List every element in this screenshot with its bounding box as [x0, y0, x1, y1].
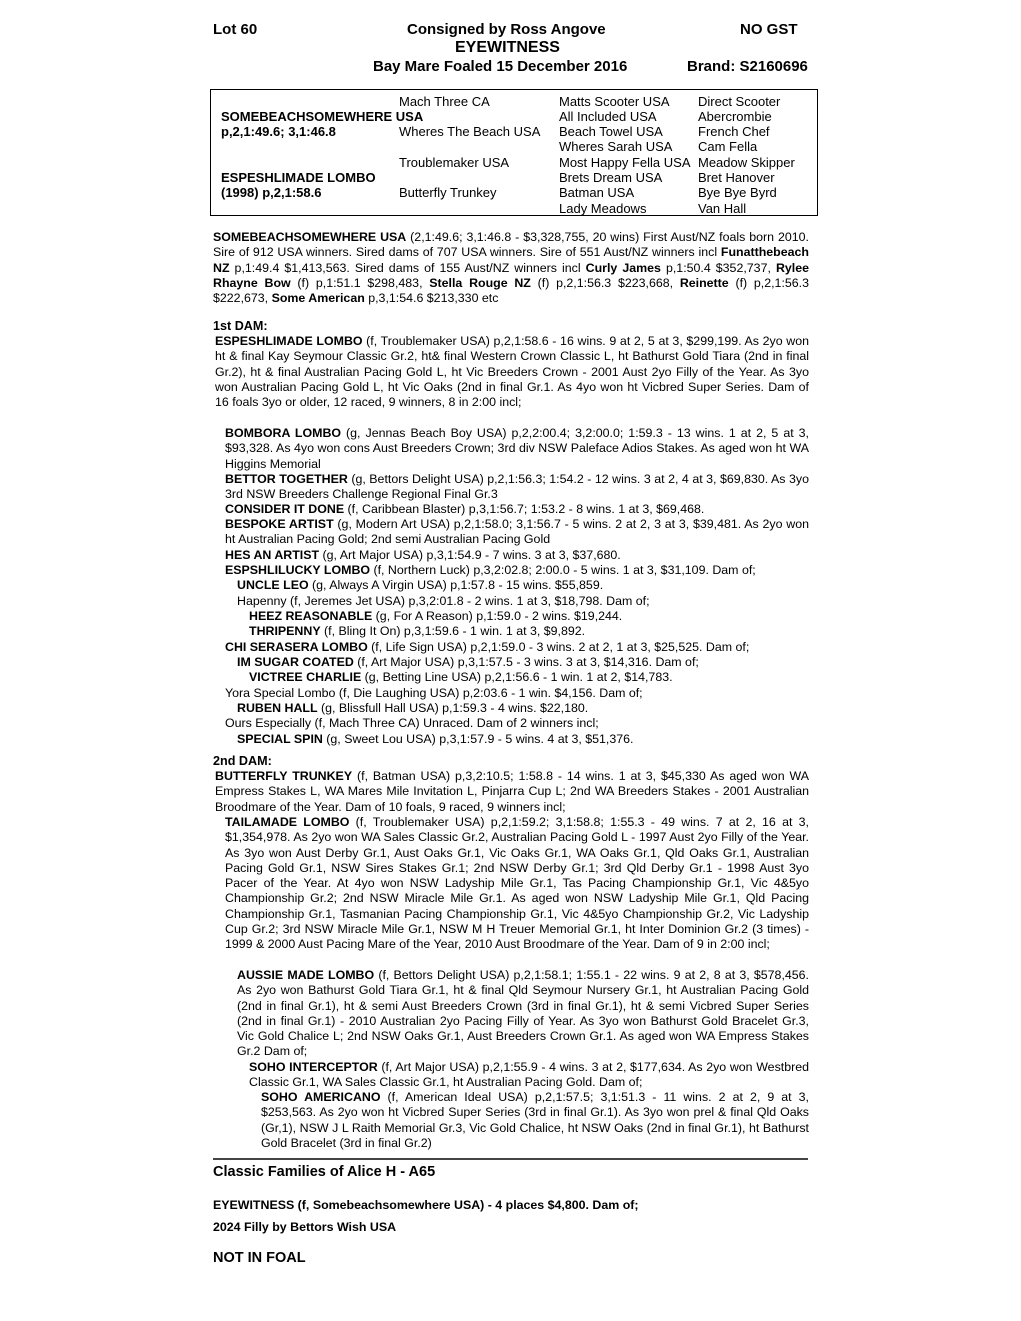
pedigree-sire: SOMEBEACHSOMEWHERE USA: [221, 109, 424, 124]
progeny-entry: THRIPENNY (f, Bling It On) p,3,1:59.6 - 1 win. 1 at 3, $9,892.: [249, 624, 586, 638]
divider: [213, 1158, 808, 1160]
pedigree-gen3: Lady Meadows: [559, 201, 647, 216]
progeny-entry: BESPOKE ARTIST (g, Modern Art USA) p,2,1:58.0; 3,1:56.7 - 5 wins. 2 at 2, 3 at 3, $39,481. As 2yo won ht Australian Pacing Gold; 2nd semi Australian Pacing Gold: [225, 517, 809, 547]
pedigree-dam: ESPESHLIMADE LOMBO: [221, 170, 376, 185]
foal-status: NOT IN FOAL: [213, 1250, 306, 1266]
pedigree-gen2: Troublemaker USA: [399, 155, 510, 170]
pedigree-sire-record: p,2,1:49.6; 3,1:46.8: [221, 124, 336, 139]
dam-entry: ESPESHLIMADE LOMBO (f, Troublemaker USA) p,2,1:58.6 - 16 wins. 9 at 2, 5 at 3, $299,199. As 2yo won ht & final Kay Seymour Classic Gr.2, ht& final Western Crown Classic L, ht Bathurst Gold Tiara (2nd in final Gr.2), ht & final Australian Pacing Gold L, ht Vic Breeders Crown - 2001 Aust 2yo Filly of the Year. As 3yo won Australian Pacing Gold L, ht Vic Oaks (2nd in final Gr.1. As 4yo won ht Vicbred Super Series. Dam of 16 foals 3yo or older, 12 raced, 9 winners, 8 in 2:00 incl;: [215, 334, 809, 410]
progeny-entry: SOHO AMERICANO (f, American Ideal USA) p,2,1:57.5; 3,1:51.3 - 11 wins. 2 at 2, 9 at 3, $253,563. As 2yo won ht Vicbred Super Series (3rd in final Gr.1). As 3yo won prel & final Qld Oaks (Gr,1), NSW J L Raith Memorial Gr.3, Vic Gold Chalice, ht NSW Oaks (2nd in final Gr.1), ht Bathurst Gold Bracelet (3rd in final Gr.2): [261, 1090, 809, 1150]
lot-number: Lot 60: [213, 21, 258, 38]
dam-entry: BUTTERFLY TRUNKEY (f, Batman USA) p,3,2:10.5; 1:58.8 - 14 wins. 1 at 3, $45,330 As aged won WA Empress Stakes L, WA Mares Mile Invitation L, Pinjarra Cup L; 2nd WA Breeders Stakes - 2001 Australian Broodmare of the Year. Dam of 10 foals, 9 raced, 9 winners incl;: [215, 769, 809, 814]
pedigree-gen3: Brets Dream USA: [559, 170, 663, 185]
progeny-entry: SOHO INTERCEPTOR (f, Art Major USA) p,2,1:55.9 - 4 wins. 3 at 2, $177,634. As 2yo won Westbred Classic Gr.1, WA Sales Classic Gr.1, ht Australian Pacing Gold. Dam of;: [249, 1060, 810, 1090]
pedigree-gen3: Wheres Sarah USA: [559, 139, 673, 154]
progeny-entry: Yora Special Lombo (f, Die Laughing USA) p,2:03.6 - 1 win. $4,156. Dam of;: [225, 686, 643, 700]
progeny-entry: Hapenny (f, Jeremes Jet USA) p,3,2:01.8 - 2 wins. 1 at 3, $18,798. Dam of;: [237, 594, 650, 608]
progeny-entry: CHI SERASERA LOMBO (f, Life Sign USA) p,2,1:59.0 - 3 wins. 2 at 2, 1 at 3, $25,525. Dam of;: [225, 640, 750, 654]
gst-status: NO GST: [740, 21, 798, 38]
pedigree-gen3: All Included USA: [559, 109, 657, 124]
pedigree-gen4: Direct Scooter: [698, 94, 781, 109]
second-dam-heading: 2nd DAM:: [213, 754, 272, 768]
pedigree-gen2: Mach Three CA: [399, 94, 490, 109]
pedigree-dam-record: (1998) p,2,1:58.6: [221, 185, 322, 200]
progeny-entry: UNCLE LEO (g, Always A Virgin USA) p,1:57.8 - 15 wins. $55,859.: [237, 578, 604, 592]
progeny-entry: SPECIAL SPIN (g, Sweet Lou USA) p,3,1:57.9 - 5 wins. 4 at 3, $51,376.: [237, 732, 634, 746]
pedigree-gen3: Batman USA: [559, 185, 635, 200]
progeny-entry: ESPSHLILUCKY LOMBO (f, Northern Luck) p,3,2:02.8; 2:00.0 - 5 wins. 1 at 3, $31,109. Dam of;: [225, 563, 756, 577]
horse-description: Bay Mare Foaled 15 December 2016: [373, 58, 628, 75]
horse-name: EYEWITNESS: [455, 39, 560, 56]
pedigree-gen3: Most Happy Fella USA: [559, 155, 691, 170]
progeny-entry: BOMBORA LOMBO (g, Jennas Beach Boy USA) p,2,2:00.4; 3,2:00.0; 1:59.3 - 13 wins. 1 at 2, 5 at 3, $93,328. As 4yo won cons Aust Breeders Crown; 3rd div NSW Paleface Adios Stakes. As aged won ht WA Higgins Memorial: [225, 426, 809, 471]
brand: Brand: S2160696: [687, 58, 808, 75]
pedigree-gen4: Cam Fella: [698, 139, 758, 154]
progeny-entry: AUSSIE MADE LOMBO (f, Bettors Delight USA) p,2,1:58.1; 1:55.1 - 22 wins. 9 at 2, 8 at 3, $578,456. As 2yo won Bathurst Gold Tiara Gr.1, ht & final Qld Seymour Nursery Gr.1, ht Australian Pacing Gold (2nd in final Gr.1), ht & semi Aust Breeders Crown (3rd in final Gr.1), ht & semi Vicbred Super Series (2nd in final Gr.1) - 2010 Australian 2yo Pacing Filly of Year. As 3yo won Bathurst Gold Bracelet Gr.3, Vic Gold Chalice L; 2nd NSW Oaks Gr.1, Aust Breeders Crown Gr.1. As aged won WA Empress Stakes Gr.2 Dam of;: [237, 968, 810, 1059]
progeny-entry: CONSIDER IT DONE (f, Caribbean Blaster) p,3,1:56.7; 1:53.2 - 8 wins. 1 at 3, $69,468.: [225, 502, 705, 516]
consignor: Consigned by Ross Angove: [407, 21, 606, 38]
progeny-entry: HEEZ REASONABLE (g, For A Reason) p,1:59.0 - 2 wins. $19,244.: [249, 609, 623, 623]
progeny-entry: TAILAMADE LOMBO (f, Troublemaker USA) p,2,1:59.2; 3,1:58.8; 1:55.3 - 49 wins. 7 at 2, 16 at 3, $1,354,978. As 2yo won WA Sales Classic Gr.2, Australian Pacing Gold L - 1997 Aust 2yo Filly of the Year. As 3yo won Aust Derby Gr.1, Aust Oaks Gr.1, Vic Oaks Gr.1, WA Oaks Gr.1, Qld Oaks Gr.1, Australian Pacing Gold Gr.1, NSW Sires Stakes Gr.1; 2nd NSW Derby Gr.1; 3rd Qld Derby Gr.1 - 1998 Aust 3yo Pacer of the Year. At 4yo won NSW Ladyship Mile Gr.1, Tas Pacing Championship Gr.1, Vic 4&5yo Championship Gr.2; 2nd NSW Miracle Mile Gr.1. As aged won NSW Ladyship Mile Gr.1, Qld Pacing Championship Gr.1, Tasmanian Pacing Championship Gr.1, Vic 4&5yo Championship Gr.2, Vic Ladyship Cup Gr.2; 3rd NSW Miracle Mile Gr.1, NSW M H Treuer Memorial Gr.1, ht Inter Dominion Gr.2 (3 times) - 1999 & 2000 Aust Pacing Mare of the Year, 2010 Aust Broodmare of the Year. Dam of 9 in 2:00 incl;: [225, 815, 809, 952]
pedigree-gen4: Abercrombie: [698, 109, 772, 124]
progeny-entry: HES AN ARTIST (g, Art Major USA) p,3,1:54.9 - 7 wins. 3 at 3, $37,680.: [225, 548, 621, 562]
pedigree-gen4: Van Hall: [698, 201, 747, 216]
pedigree-gen3: Matts Scooter USA: [559, 94, 670, 109]
progeny-entry: BETTOR TOGETHER (g, Bettors Delight USA) p,2,1:56.3; 1:54.2 - 12 wins. 3 at 2, 4 at 3, $69,830. As 3yo 3rd NSW Breeders Challenge Regional Final Gr.3: [225, 472, 809, 502]
family-line: Classic Families of Alice H - A65: [213, 1164, 436, 1180]
first-dam-heading: 1st DAM:: [213, 319, 268, 333]
progeny-entry: IM SUGAR COATED (f, Art Major USA) p,3,1:57.5 - 3 wins. 3 at 3, $14,316. Dam of;: [237, 655, 699, 669]
pedigree-gen2: Butterfly Trunkey: [399, 185, 497, 200]
pedigree-gen4: French Chef: [698, 124, 770, 139]
pedigree-box: [210, 89, 818, 216]
pedigree-gen2: Wheres The Beach USA: [399, 124, 541, 139]
pedigree-gen4: Bret Hanover: [698, 170, 775, 185]
progeny-entry: VICTREE CHARLIE (g, Betting Line USA) p,2,1:56.6 - 1 win. 1 at 2, $14,783.: [249, 670, 673, 684]
progeny-entry: RUBEN HALL (g, Blissfull Hall USA) p,1:59.3 - 4 wins. $22,180.: [237, 701, 589, 715]
pedigree-gen4: Meadow Skipper: [698, 155, 795, 170]
pedigree-gen4: Bye Bye Byrd: [698, 185, 777, 200]
progeny-line: 2024 Filly by Bettors Wish USA: [213, 1220, 397, 1234]
pedigree-gen3: Beach Towel USA: [559, 124, 663, 139]
sire-paragraph: SOMEBEACHSOMEWHERE USA (2,1:49.6; 3,1:46.8 - $3,328,755, 20 wins) First Aust/NZ foals born 2010. Sire of 912 USA winners. Sired dams of 707 USA winners. Sire of 551 Aust/NZ winners incl Funatthebeach NZ p,1:49.4 $1,413,563. Sired dams of 155 Aust/NZ winners incl Curly James p,1:50.4 $352,737, Rylee Rhayne Bow (f) p,1:51.1 $298,483, Stella Rouge NZ (f) p,2,1:56.3 $223,668, Reinette (f) p,2,1:56.3 $222,673, Some American p,3,1:54.6 $213,330 etc: [213, 230, 810, 306]
progeny-entry: Ours Especially (f, Mach Three CA) Unraced. Dam of 2 winners incl;: [225, 716, 599, 730]
racing-record: EYEWITNESS (f, Somebeachsomewhere USA) - 4 places $4,800. Dam of;: [213, 1198, 639, 1212]
